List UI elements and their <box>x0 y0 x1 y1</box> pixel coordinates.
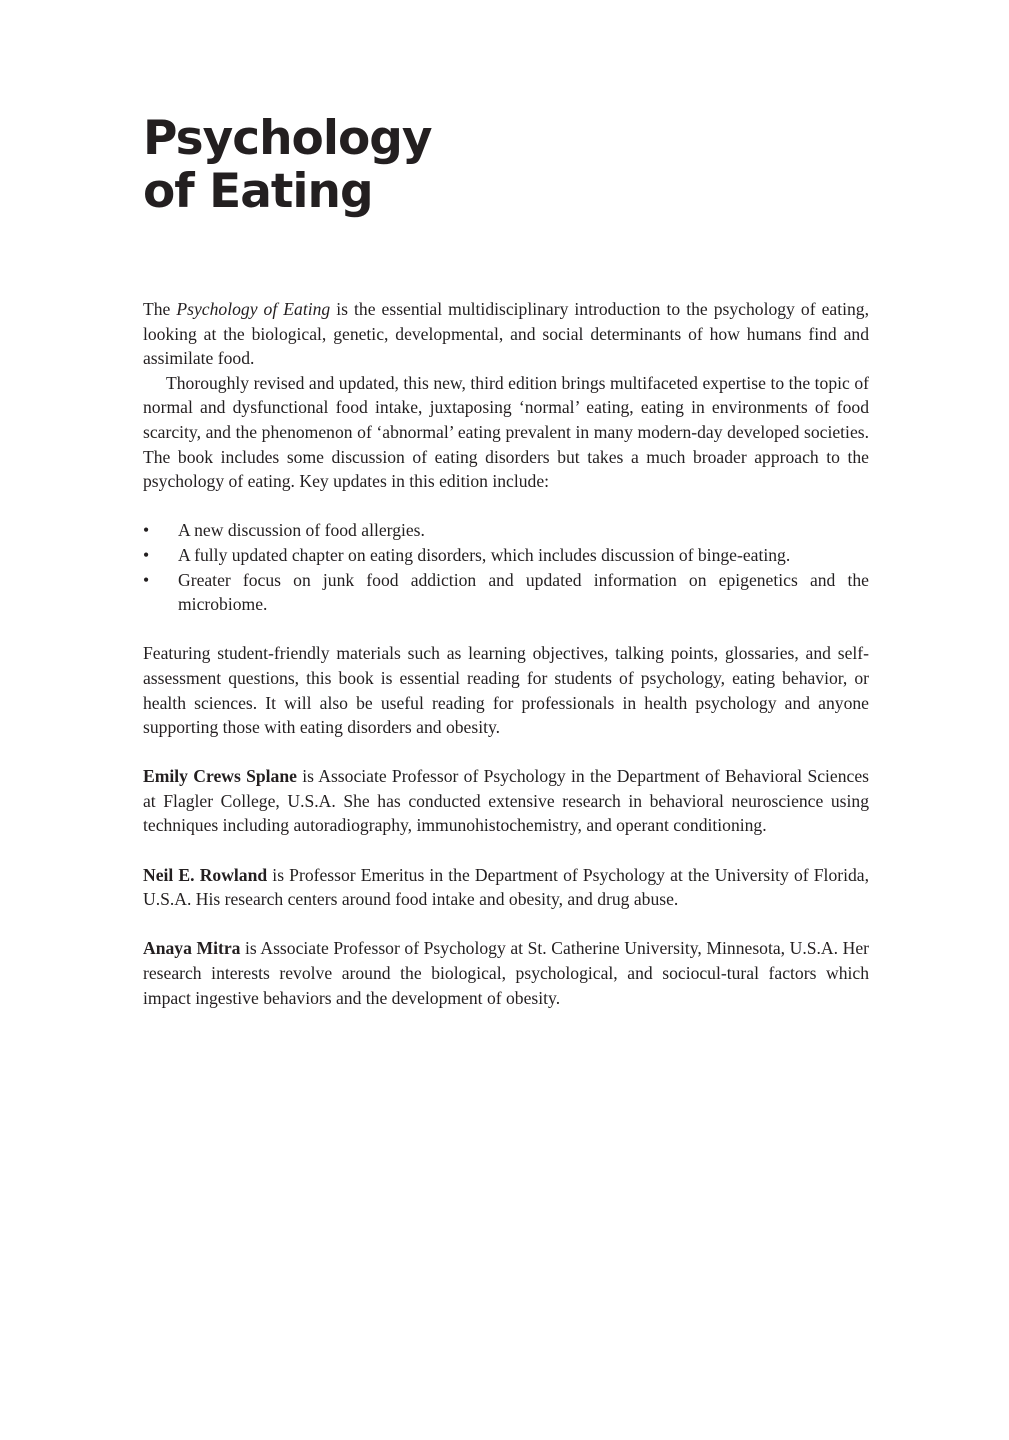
features-paragraph: Featuring student-friendly materials such as learning objectives, talking points, glossaries, and self-assessment questions, this book is essential reading for students of psychology, eating behavior, or health sciences. It will also be useful reading for professionals in health psychology and anyone supporting those with eating disorders and obesity. <box>143 643 869 738</box>
bullet-marker: • <box>143 569 150 590</box>
list-item <box>143 543 869 568</box>
bullet-marker: • <box>143 544 150 565</box>
intro-paragraph <box>143 297 869 371</box>
edition-paragraph: Thoroughly revised and updated, this new, third edition brings multifaceted expertise to the topic of normal and dysfunctional food intake, juxtaposing ‘normal’ eating, eating in environments of food scarcity, and the phenomenon of ‘abnormal’ eating prevalent in many modern-day developed societies. The book includes some discussion of eating disorders but takes a much broader approach to the psychology of eating. Key updates in this edition include: <box>143 372 869 492</box>
key-updates-list <box>143 518 869 616</box>
intro-book-title: Psychology of Eating <box>176 299 331 319</box>
author-bio-text: is Professor Emeritus in the Department of Psychology at the University of Florida, U.S.A. His research centers around food intake and obesity, and drug abuse. <box>143 864 869 910</box>
author-name: Neil E. Rowland <box>143 864 268 885</box>
bullet-marker: • <box>143 520 150 541</box>
book-title <box>143 112 432 218</box>
author-bio <box>143 936 869 1010</box>
author-bio <box>143 764 869 838</box>
list-item-text: A fully updated chapter on eating disorders, which includes discussion of binge-eating. <box>178 544 791 565</box>
author-bio-text: is Associate Professor of Psychology at St. Catherine University, Minnesota, U.S.A. Her research interests revolve around the biological, psychological, and sociocul-tural factors which impact ingestive behaviors and the development of obesity. <box>143 938 869 1008</box>
author-bio-text: is Associate Professor of Psychology in the Department of Behavioral Sciences at Flagler College, U.S.A. She has conducted extensive research in behavioral neuroscience using techniques including autoradiography, immunohistochemistry, and operant conditioning. <box>143 766 870 836</box>
list-item <box>143 568 869 617</box>
author-bio <box>143 863 869 912</box>
author-name: Emily Crews Splane <box>143 766 297 787</box>
book-title-line-2: of Eating <box>143 164 373 219</box>
list-item <box>143 518 869 543</box>
list-item-text: Greater focus on junk food addiction and updated information on epigenetics and the microbiome. <box>178 569 869 615</box>
book-title-line-1: Psychology <box>143 111 432 166</box>
book-description <box>143 297 869 1010</box>
intro-text: is the essential multidisciplinary introduction to the psychology of eating, looking at the biological, genetic, developmental, and social determinants of how humans find and assimilate food. <box>143 299 869 369</box>
author-name: Anaya Mitra <box>143 938 241 959</box>
list-item-text: A new discussion of food allergies. <box>178 520 425 541</box>
intro-prefix: The <box>143 299 177 319</box>
